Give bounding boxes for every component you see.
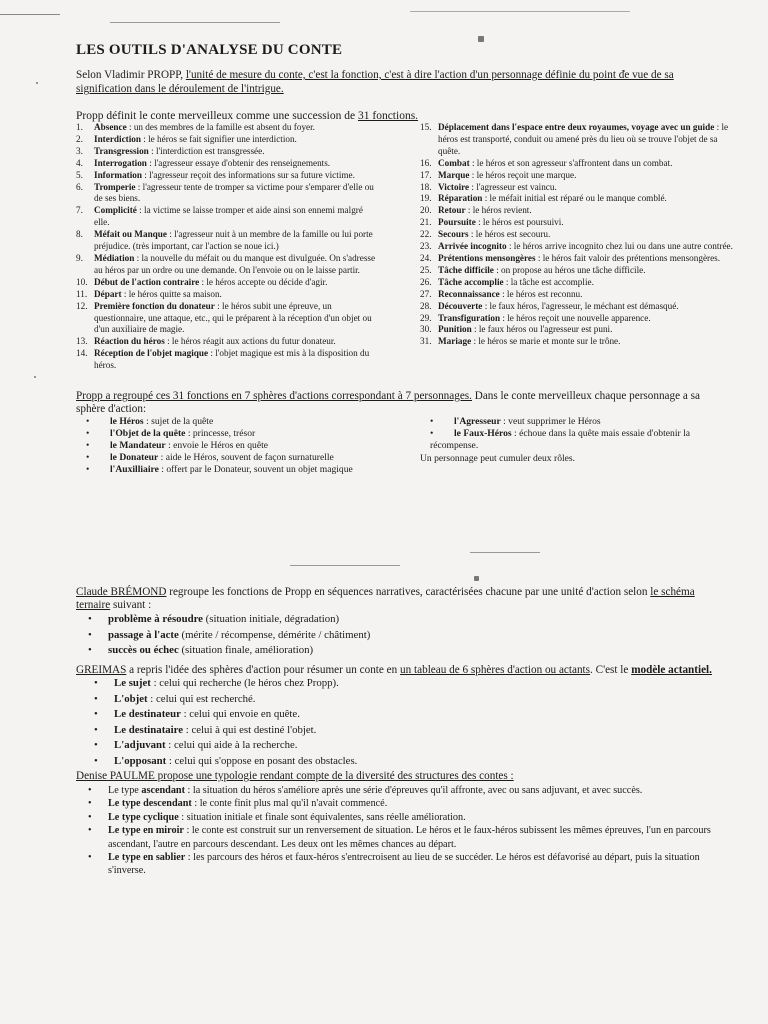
greimas-text-mid: . C'est le — [590, 664, 632, 676]
typology-item — [88, 784, 738, 797]
function-text — [94, 336, 376, 348]
function-number: 14. — [76, 348, 88, 359]
function-number: 4. — [76, 157, 83, 168]
item-name: l'Agresseur — [454, 416, 501, 427]
function-text — [94, 289, 376, 301]
item-name: ascendant — [141, 785, 185, 796]
function-name: Prétentions mensongères — [438, 252, 536, 263]
function-item — [420, 253, 735, 265]
function-name: Interrogation — [94, 157, 147, 168]
item-name: succès ou échec — [108, 644, 179, 657]
function-number: 28. — [420, 300, 432, 311]
greimas-text: a repris l'idée des sphères d'action pour résumer un conte en — [126, 664, 401, 676]
function-item — [76, 182, 376, 206]
scan-speck — [474, 576, 479, 581]
function-number: 2. — [76, 133, 83, 144]
function-item — [420, 336, 735, 348]
function-number: 11. — [76, 288, 88, 299]
function-item — [420, 324, 735, 336]
function-text — [94, 146, 376, 158]
function-number: 17. — [420, 169, 432, 180]
function-text — [438, 336, 735, 348]
function-item — [420, 122, 735, 158]
function-item — [76, 205, 376, 229]
function-name: Victoire — [438, 181, 470, 192]
function-item — [420, 289, 735, 301]
sphere-item — [430, 416, 730, 428]
function-item — [76, 134, 376, 146]
function-desc: : un des membres de la famille est absent du foyer. — [126, 122, 315, 132]
actant-item — [94, 676, 694, 692]
function-name: Tâche difficile — [438, 264, 494, 275]
item-name: le Faux-Héros — [454, 428, 512, 439]
paulme-heading: Denise PAULME propose une typologie rendant compte de la diversité des structures des contes : — [76, 770, 514, 782]
bremond-text-end: suivant : — [110, 599, 152, 611]
function-text — [438, 277, 735, 289]
paulme-section — [76, 770, 736, 783]
function-text — [438, 265, 735, 277]
function-name: Poursuite — [438, 217, 476, 228]
spheres-note: Un personnage peut cumuler deux rôles. — [420, 453, 576, 464]
function-name: Réaction du héros — [94, 336, 165, 347]
function-number: 21. — [420, 217, 432, 228]
function-text — [94, 182, 376, 206]
function-name: Interdiction — [94, 133, 141, 144]
function-name: Marque — [438, 169, 470, 180]
scan-speck — [34, 376, 36, 378]
function-desc: : le héros arrive incognito chez lui ou dans une autre contrée. — [506, 241, 733, 252]
functions-list-right — [420, 122, 735, 348]
item-name: Le type en sablier — [108, 852, 186, 864]
function-text — [94, 301, 376, 337]
function-number: 25. — [420, 264, 432, 275]
function-desc: : le méfait initial est réparé ou le manque comblé. — [482, 193, 667, 204]
item-desc: : la situation du héros s'améliore après une série d'épreuves qu'il affronte, avec ou sans adjuvant, et avec succès. — [184, 785, 643, 796]
item-name: Le destinateur — [114, 708, 181, 721]
function-number: 20. — [420, 205, 432, 216]
function-text — [94, 170, 376, 182]
item-desc: : échoue dans la quête mais essaie d'obtenir la récompense. — [430, 428, 691, 451]
function-desc: : le héros se fait signifier une interdiction. — [140, 133, 297, 144]
function-item — [76, 336, 376, 348]
item-name: le Donateur — [110, 452, 159, 463]
function-number: 12. — [76, 300, 88, 311]
function-text — [94, 158, 376, 170]
function-desc: : l'interdiction est transgressée. — [148, 145, 265, 156]
item-desc: : veut supprimer le Héros — [500, 416, 601, 427]
function-item — [420, 313, 735, 325]
item-name: L'objet — [114, 692, 148, 705]
function-item — [76, 348, 376, 372]
function-name: Transgression — [94, 145, 149, 156]
function-desc: : le héros réagit aux actions du futur donateur. — [164, 336, 336, 347]
function-desc: : l'agresseur tente de tromper sa victime pour s'emparer d'elle ou de ses biens. — [94, 181, 374, 204]
scan-line — [410, 11, 630, 12]
function-text — [438, 241, 735, 253]
function-number: 22. — [420, 229, 432, 240]
actant-item — [94, 692, 694, 708]
sphere-item — [86, 452, 416, 464]
functions-list-left — [76, 122, 376, 372]
function-desc: : le héros reçoit une marque. — [469, 169, 577, 180]
item-desc: : celui qui envoie en quête. — [180, 708, 300, 721]
function-item — [76, 229, 376, 253]
function-desc: : le faux héros ou l'agresseur est puni. — [471, 324, 613, 335]
function-name: Absence — [94, 122, 127, 132]
scan-line — [110, 22, 280, 23]
function-desc: : le héros accepte ou décide d'agir. — [199, 276, 328, 287]
function-text — [438, 170, 735, 182]
bremond-schema: le schéma ternaire — [76, 586, 695, 611]
item-name: Le type en miroir — [108, 825, 184, 837]
function-desc: : la nouvelle du méfait ou du manque est divulguée. On s'adresse au héros par un ordre ou une demande. On l'envoie ou on le laisse partir. — [94, 252, 376, 275]
actant-item — [94, 707, 694, 723]
function-item — [76, 289, 376, 301]
intro-text: Selon Vladimir PROPP, — [76, 69, 186, 81]
function-text — [94, 348, 376, 372]
greimas-list — [94, 676, 694, 770]
function-number: 15. — [420, 122, 432, 132]
greimas-name: GREIMAS — [76, 664, 127, 676]
function-desc: : la tâche est accomplie. — [503, 276, 594, 287]
bremond-text: regroupe les fonctions de Propp en séquences narratives, caractérisées chacune par une unité d'action selon — [166, 586, 651, 598]
function-item — [76, 122, 376, 134]
function-number: 29. — [420, 312, 432, 323]
scan-line — [470, 552, 540, 553]
function-number: 31. — [420, 336, 432, 347]
function-text — [438, 229, 735, 241]
function-name: Réparation — [438, 193, 483, 204]
function-text — [438, 182, 735, 194]
sequence-item — [88, 612, 688, 628]
item-name: Le type descendant — [108, 798, 192, 810]
function-name: Retour — [438, 205, 466, 216]
function-number: 19. — [420, 193, 432, 204]
function-item — [420, 277, 735, 289]
item-desc: : princesse, trésor — [185, 428, 256, 439]
function-text — [438, 205, 735, 217]
function-number: 7. — [76, 205, 83, 216]
function-item — [420, 205, 735, 217]
bremond-name: Claude BRÉMOND — [76, 586, 167, 598]
item-desc: : celui à qui est destiné l'objet. — [183, 723, 317, 736]
function-name: Secours — [438, 229, 469, 240]
function-text — [94, 134, 376, 146]
function-desc: : le héros revient. — [465, 205, 532, 216]
function-text — [438, 253, 735, 265]
function-item — [420, 217, 735, 229]
item-desc: : aide le Héros, souvent de façon surnaturelle — [158, 452, 334, 463]
function-item — [76, 158, 376, 170]
bremond-list — [88, 612, 688, 659]
function-text — [438, 122, 735, 158]
intro-definition: l'unité de mesure du conte, c'est la fonction, c'est à dire l'action d'un personnage définie du point de vue de sa signification dans le déroulement de l'intrigue. — [76, 69, 674, 95]
function-desc: : le héros est secouru. — [468, 229, 551, 240]
typology-item — [88, 824, 738, 851]
item-desc: : les parcours des héros et faux-héros s'entrecroisent au lieu de se succéder. Le héros est défavorisé au départ, puis la situation s'inverse. — [108, 852, 700, 877]
function-name: Complicité — [94, 205, 137, 216]
function-number: 16. — [420, 157, 432, 168]
item-desc: : celui qui aide à la recherche. — [165, 739, 298, 752]
function-text — [94, 205, 376, 229]
function-item — [420, 301, 735, 313]
scan-line — [0, 14, 60, 15]
function-desc: : le héros est transporté, conduit ou amené près du lieu où se trouve l'objet de sa quête. — [438, 122, 729, 156]
function-desc: : le faux héros, l'agresseur, le méchant est démasqué. — [482, 300, 679, 311]
function-desc: : l'agresseur essaye d'obtenir des renseignements. — [146, 157, 331, 168]
function-desc: : l'agresseur reçoit des informations sur sa future victime. — [141, 169, 355, 180]
function-name: Réception de l'objet magique — [94, 348, 209, 359]
typology-item — [88, 797, 738, 810]
function-item — [420, 241, 735, 253]
scan-speck — [478, 36, 484, 42]
function-number: 8. — [76, 229, 83, 240]
function-number: 23. — [420, 241, 432, 252]
function-desc: : le héros est poursuivi. — [475, 217, 564, 228]
function-desc: : le héros reçoit une nouvelle apparence. — [500, 312, 651, 323]
spheres-list-left — [86, 416, 416, 476]
function-number: 24. — [420, 252, 432, 263]
item-name: le Héros — [110, 416, 144, 427]
item-name: le Mandateur — [110, 440, 166, 451]
function-text — [438, 301, 735, 313]
function-name: Méfait ou Manque — [94, 229, 167, 240]
function-name: Première fonction du donateur — [94, 300, 215, 311]
function-item — [76, 170, 376, 182]
item-desc: : celui qui s'oppose en posant des obstacles. — [166, 754, 358, 767]
item-desc: : situation initiale et finale sont équivalentes, sans réelle amélioration. — [178, 811, 466, 823]
function-name: Tâche accomplie — [438, 276, 504, 287]
sphere-item — [86, 428, 416, 440]
function-number: 5. — [76, 169, 83, 180]
sphere-item — [86, 440, 416, 452]
typology-item — [88, 851, 738, 878]
function-desc: : le héros fait valoir des prétentions mensongères. — [535, 252, 721, 263]
function-text — [438, 313, 735, 325]
actant-item — [94, 723, 694, 739]
sphere-item — [86, 416, 416, 428]
typology-item — [88, 811, 738, 824]
item-name: L'opposant — [114, 754, 167, 767]
spheres-list-right — [430, 416, 730, 452]
lead-count: 31 fonctions. — [358, 110, 419, 122]
function-number: 18. — [420, 181, 432, 192]
sequence-item — [88, 643, 688, 659]
function-desc: : le héros quitte sa maison. — [121, 288, 222, 299]
function-number: 30. — [420, 324, 432, 335]
function-name: Combat — [438, 157, 470, 168]
item-name: Le destinataire — [114, 723, 184, 736]
sequence-item — [88, 628, 688, 644]
item-name: passage à l'acte — [108, 628, 179, 641]
sphere-item — [430, 428, 730, 452]
item-name: Le sujet — [114, 677, 151, 689]
function-desc: : le héros et son agresseur s'affrontent dans un combat. — [469, 157, 673, 168]
function-item — [420, 229, 735, 241]
function-desc: : on propose au héros une tâche difficile. — [493, 264, 646, 275]
functions-lead — [76, 110, 418, 122]
item-desc: : envoie le Héros en quête — [165, 440, 268, 451]
function-name: Début de l'action contraire — [94, 276, 200, 287]
function-number: 10. — [76, 276, 88, 287]
actant-item — [94, 738, 694, 754]
spheres-heading-rest: Dans le conte merveilleux chaque personnage a sa sphère d'action: — [76, 390, 700, 415]
function-number: 3. — [76, 145, 83, 156]
scan-speck — [36, 82, 38, 84]
function-number: 9. — [76, 252, 83, 263]
function-desc: : le héros se marie et monte sur le trône. — [471, 336, 621, 347]
item-desc: : sujet de la quête — [143, 416, 214, 427]
item-desc: (situation initiale, dégradation) — [202, 613, 340, 625]
function-text — [94, 229, 376, 253]
propp-intro — [76, 68, 716, 96]
item-desc: : le conte finit plus mal qu'il n'avait commencé. — [191, 798, 388, 810]
function-item — [420, 170, 735, 182]
item-name: l'Auxilliaire — [110, 464, 159, 475]
item-desc: : celui qui est recherché. — [147, 692, 256, 705]
function-name: Arrivée incognito — [438, 241, 507, 252]
function-text — [94, 277, 376, 289]
greimas-model: modèle actantiel. — [631, 664, 712, 676]
greimas-table: un tableau de 6 sphères d'action ou actants — [400, 664, 591, 676]
function-desc: : le héros est reconnu. — [499, 288, 583, 299]
item-name: problème à résoudre — [108, 613, 203, 625]
item-prefix: Le type — [108, 785, 142, 796]
item-desc: : celui qui recherche (le héros chez Propp). — [150, 677, 339, 689]
function-item — [76, 146, 376, 158]
function-text — [438, 289, 735, 301]
function-text — [438, 217, 735, 229]
function-text — [438, 158, 735, 170]
function-desc: : l'agresseur est vaincu. — [469, 181, 557, 192]
paulme-list — [88, 784, 738, 878]
function-name: Punition — [438, 324, 472, 335]
function-item — [76, 277, 376, 289]
function-name: Découverte — [438, 300, 483, 311]
function-text — [438, 193, 735, 205]
function-item — [420, 193, 735, 205]
function-number: 1. — [76, 122, 83, 132]
item-name: L'adjuvant — [114, 739, 166, 752]
scan-line — [290, 565, 400, 566]
function-name: Reconnaissance — [438, 288, 500, 299]
function-name: Déplacement dans l'espace entre deux royaumes, voyage avec un guide — [438, 122, 715, 132]
function-text — [438, 324, 735, 336]
lead-text: Propp définit le conte merveilleux comme une succession de — [76, 110, 358, 122]
function-desc: : l'objet magique est mis à la disposition du héros. — [94, 348, 370, 371]
function-number: 27. — [420, 288, 432, 299]
item-desc: (mérite / récompense, démérite / châtiment) — [178, 628, 371, 641]
function-text — [94, 122, 376, 134]
function-name: Médiation — [94, 252, 135, 263]
spheres-section — [76, 390, 726, 416]
item-desc: : le conte est construit sur un renversement de situation. Le héros et le faux-héros subissent les mêmes épreuves, l'un en parcours ascendant, l'autre en parcours descendant. Les deux ont les mêmes chances au départ. — [108, 825, 711, 850]
function-desc: : le héros subit une épreuve, un questionnaire, une attaque, etc., qui le préparent à la réception d'un objet ou d'un auxiliaire de magie. — [94, 300, 372, 335]
function-name: Transfiguration — [438, 312, 501, 323]
function-item — [420, 158, 735, 170]
function-name: Mariage — [438, 336, 472, 347]
sphere-item — [86, 464, 416, 476]
item-name: Le type cyclique — [108, 811, 179, 823]
page-title: LES OUTILS D'ANALYSE DU CONTE — [76, 42, 343, 58]
function-name: Information — [94, 169, 142, 180]
function-desc: : l'agresseur nuit à un membre de la famille ou lui porte préjudice. (très important, car l'action se noue ici.) — [94, 229, 373, 252]
bremond-section — [76, 586, 726, 612]
item-desc: : offert par le Donateur, souvent un objet magique — [158, 464, 353, 475]
spheres-heading: Propp a regroupé ces 31 fonctions en 7 sphères d'actions correspondant à 7 personnages. — [76, 390, 472, 402]
function-number: 26. — [420, 276, 432, 287]
function-desc: : la victime se laisse tromper et aide ainsi son ennemi malgré elle. — [94, 205, 363, 228]
function-name: Départ — [94, 288, 122, 299]
function-text — [94, 253, 376, 277]
function-item — [76, 301, 376, 337]
item-name: l'Objet de la quête — [110, 428, 186, 439]
function-number: 6. — [76, 181, 83, 192]
function-item — [76, 253, 376, 277]
function-number: 13. — [76, 336, 88, 347]
item-desc: (situation finale, amélioration) — [178, 644, 314, 657]
function-name: Tromperie — [94, 181, 136, 192]
actant-item — [94, 754, 694, 770]
function-item — [420, 182, 735, 194]
function-item — [420, 265, 735, 277]
